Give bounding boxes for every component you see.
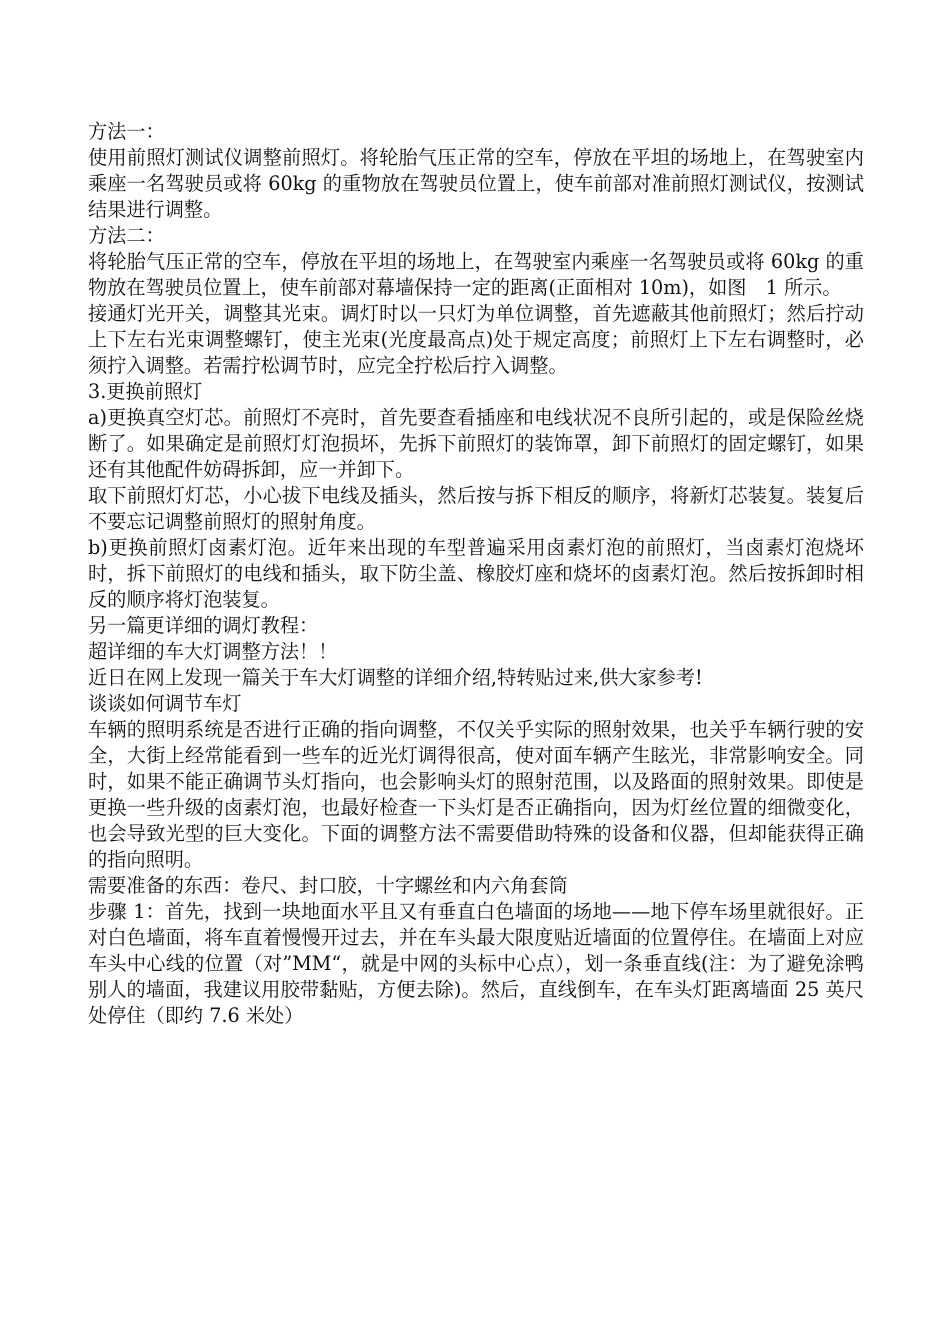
step-one-text: 步骤 1：首先，找到一块地面水平且又有垂直白色墙面的场地——地下停车场里就很好。正对白色墙面，将车直着慢慢开过去，并在车头最大限度贴近墙面的位置停住。在墙面上对应车头中心线的位置（对”MM“，就是中网的头标中心点），划一条垂直线(注：为了避免涂鸭别人的墙面，我建议用胶带黏贴，方便去除)。然后，直线倒车，在车头灯距离墙面 25 英尺处停住（即约 7.6 米处） (88, 900, 864, 1027)
tools-needed-text: 需要准备的东西：卷尺、封口胶，十字螺丝和内六角套筒 (88, 874, 568, 897)
method-two-heading: 方法二： (88, 224, 165, 247)
section-replace-headlight: 3.更换前照灯 (88, 380, 203, 403)
tutorial-intro: 近日在网上发现一篇关于车大灯调整的详细介绍,特转贴过来,供大家参考! (88, 666, 703, 689)
another-tutorial-heading: 另一篇更详细的调灯教程： (88, 614, 319, 637)
replace-vacuum-core-text: a)更换真空灯芯。前照灯不亮时，首先要查看插座和电线状况不良所引起的，或是保险丝烧断了。如果确定是前照灯灯泡损坏，先拆下前照灯的装饰罩，卸下前照灯的固定螺钉，如果还有其他配件妨碍拆卸，应一并卸下。 (88, 406, 864, 481)
lighting-system-text: 车辆的照明系统是否进行正确的指向调整，不仅关乎实际的照射效果，也关乎车辆行驶的安全，大街上经常能看到一些车的近光灯调得很高，使对面车辆产生眩光，非常影响安全。同时，如果不能正确调节头灯指向，也会影响头灯的照射范围，以及路面的照射效果。即使是更换一些升级的卤素灯泡，也最好检查一下头灯是否正确指向，因为灯丝位置的细微变化，也会导致光型的巨大变化。下面的调整方法不需要借助特殊的设备和仪器，但却能获得正确的指向照明。 (88, 718, 864, 871)
remove-core-text: 取下前照灯灯芯，小心拔下电线及插头，然后按与拆下相反的顺序，将新灯芯装复。装复后不要忘记调整前照灯的照射角度。 (88, 484, 864, 533)
tutorial-title: 超详细的车大灯调整方法！！ (88, 640, 338, 663)
method-one-heading: 方法一： (88, 120, 165, 143)
replace-halogen-text: b)更换前照灯卤素灯泡。近年来出现的车型普遍采用卤素灯泡的前照灯，当卤素灯泡烧坏时，拆下前照灯的电线和插头，取下防尘盖、橡胶灯座和烧坏的卤素灯泡。然后按拆卸时相反的顺序将灯泡装复。 (88, 536, 864, 611)
method-one-text: 使用前照灯测试仪调整前照灯。将轮胎气压正常的空车，停放在平坦的场地上，在驾驶室内乘座一名驾驶员或将 60kg 的重物放在驾驶员位置上，使车前部对准前照灯测试仪，按测试结果进行调整。 (88, 146, 864, 221)
light-adjust-text: 接通灯光开关，调整其光束。调灯时以一只灯为单位调整，首先遮蔽其他前照灯；然后拧动上下左右光束调整螺钉，使主光束(光度最高点)处于规定高度；前照灯上下左右调整时，必须拧入调整。若需拧松调节时，应完全拧松后拧入调整。 (88, 302, 864, 377)
document-body (88, 119, 864, 1029)
method-two-text: 将轮胎气压正常的空车，停放在平坦的场地上，在驾驶室内乘座一名驾驶员或将 60kg 的重物放在驾驶员位置上，使车前部对幕墙保持一定的距离(正面相对 10m)，如图 1 所示。 (88, 250, 864, 299)
how-to-adjust-heading: 谈谈如何调节车灯 (88, 692, 242, 715)
